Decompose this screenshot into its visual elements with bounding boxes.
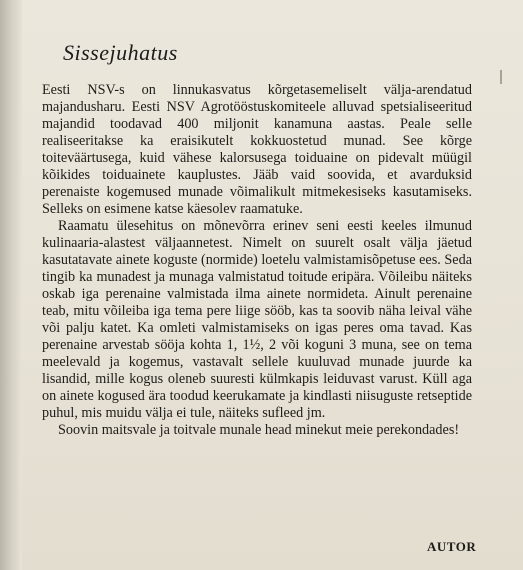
page-edge-mark [500,70,502,84]
paragraph-structure: Raamatu ülesehitus on mõnevõrra erinev seni eesti keeles ilmunud kulinaaria-alastest väljaannetest. Nimelt on suurelt osalt välja jäetud kasutatavate ainete koguste (normide) loetelu valmistamisõpetuse ees. Seda tingib ka munadest ja munaga valmistatud toitude eripära. Võileibu näiteks oskab iga perenaine valmistada ilma ainete normideta. Ainult perenaine teab, mitu võileiba iga tema pere liige sööb, kas ta soovib näha leival vähe või palju katet. Ka omleti valmistamiseks on igas peres oma tavad. Kas perenaine arvestab sööja kohta 1, 1½, 2 või koguni 3 muna, see on tema meelevald ja kogemus, vastavalt sellele kuuluvad munade juurde ka lisandid, mille kogus oleneb suuresti külmkapis leiduvast varust. Küll aga on ainete kogused ära toodud keerukamate ja kindlasti niisuguste retseptide puhul, mis muidu välja ei tule, näiteks sufleed jm. [42,218,472,421]
book-spine-shadow [0,0,22,570]
body-text [42,82,472,439]
paragraph-intro: Eesti NSV-s on linnukasvatus kõrgetasemeliselt välja-arendatud majandusharu. Eesti NSV Agrotööstuskomiteele alluvad spetsialiseeritud majandid toodavad 400 miljonit kanamuna aastas. Peale selle realiseeritakse ka eraisikutelt kokkuostetud munad. See kõrge toiteväärtusega, kuid vähese kalorsusega toiduaine on pidevalt müügil kõikides toiduainete kauplustes. Jääb vaid soovida, et avarduksid perenaiste kogemused munade võimalikult mitmekesiseks kasutamiseks. Selleks on esimene katse käesolev raamatuke. [42,82,472,217]
author-signature: AUTOR [427,539,477,554]
chapter-heading: Sissejuhatus [63,40,178,65]
paragraph-closing: Soovin maitsvale ja toitvale munale head minekut meie perekondades! [58,422,460,438]
